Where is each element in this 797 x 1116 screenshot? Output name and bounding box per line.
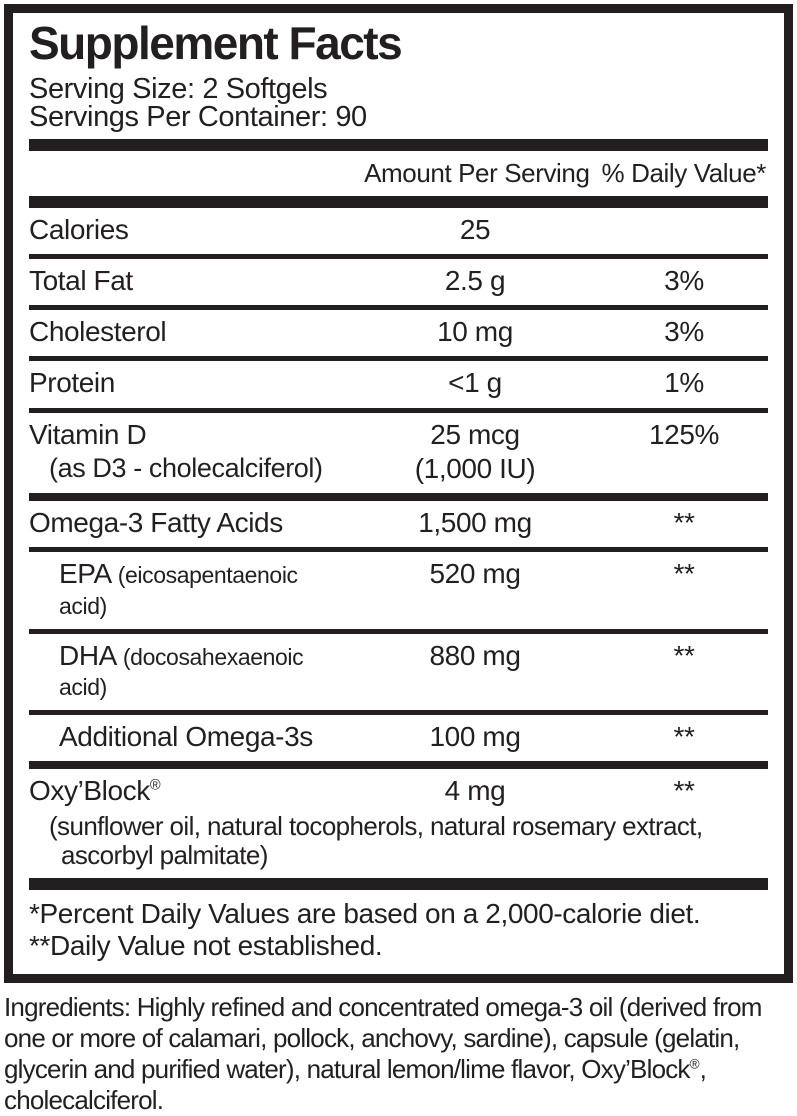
nutrient-descriptor: (docosahexaenoic acid) [59, 643, 304, 701]
nutrient-amount [350, 317, 600, 347]
nutrient-amount-value: <1 g [448, 367, 502, 399]
nutrient-name [29, 776, 350, 806]
nutrient-daily-value: ** [673, 639, 695, 671]
nutrient-name-label: Total Fat [29, 264, 133, 296]
nutrient-descriptor: (eicosapentaenoic acid) [59, 562, 298, 619]
nutrient-daily-value: ** [673, 775, 695, 807]
column-header-row [29, 151, 768, 196]
nutrient-amount-value: 100 mg [429, 721, 521, 753]
footnotes [29, 890, 768, 973]
nutrient-amount [350, 266, 600, 296]
nutrient-name [29, 508, 350, 538]
nutrient-name [29, 641, 350, 701]
nutrient-amount-value: 880 mg [429, 639, 521, 671]
nutrient-name-label: Oxy’Block® [29, 775, 161, 807]
amount-column-header: Amount Per Serving [364, 157, 590, 188]
nutrient-row [29, 769, 768, 815]
nutrient-daily-value: ** [673, 507, 695, 539]
row-divider [29, 493, 768, 501]
nutrient-amount [350, 722, 600, 752]
nutrient-name [29, 559, 350, 619]
nutrient-name [29, 368, 350, 398]
nutrient-note-line: (sunflower oil, natural tocopherols, natural rosemary extract, [49, 810, 703, 841]
nutrient-daily-value: ** [673, 558, 695, 590]
nutrient-amount [350, 368, 600, 398]
nutrient-amount-value: 10 mg [437, 316, 513, 348]
thick-divider-footnotes [29, 878, 768, 890]
nutrient-amount [350, 776, 600, 806]
nutrient-row [29, 501, 768, 547]
nutrient-daily-value: 3% [664, 316, 704, 348]
nutrient-daily-value: 3% [664, 264, 704, 296]
nutrient-daily-value: 1% [664, 367, 704, 399]
nutrient-row [29, 634, 768, 710]
row-divider [29, 761, 768, 769]
facts-rows [29, 208, 768, 871]
registered-trademark-symbol: ® [149, 778, 161, 795]
nutrient-daily-value: 125% [648, 418, 719, 450]
nutrient-row [29, 310, 768, 356]
nutrient-daily-value: ** [673, 721, 695, 753]
nutrient-amount [350, 420, 600, 484]
nutrient-name [29, 266, 350, 296]
nutrient-amount [350, 508, 600, 538]
registered-trademark-symbol: ® [689, 1056, 700, 1072]
footnote-daily-values: *Percent Daily Values are based on a 2,000-calorie diet. [29, 898, 701, 930]
nutrient-name [29, 317, 350, 347]
nutrient-name [29, 420, 350, 483]
thick-divider-top [29, 139, 768, 151]
nutrient-name-label: Vitamin D [29, 418, 147, 450]
nutrient-row [29, 413, 768, 493]
nutrient-name-label: Additional Omega-3s [59, 721, 313, 753]
nutrient-row [29, 259, 768, 305]
nutrient-row [29, 715, 768, 761]
nutrient-amount [350, 559, 600, 589]
nutrient-row [29, 552, 768, 628]
nutrient-name-label: Omega-3 Fatty Acids [29, 507, 283, 539]
nutrient-row [29, 208, 768, 254]
panel-title: Supplement Facts [29, 17, 402, 69]
nutrient-name-line2: (as D3 - cholecalciferol) [49, 452, 323, 483]
nutrient-name-label: EPA [59, 558, 112, 590]
nutrient-amount-line2: (1,000 IU) [414, 452, 536, 484]
footnote-not-established: **Daily Value not established. [29, 930, 383, 962]
nutrient-name [29, 215, 350, 245]
nutrient-amount-value: 2.5 g [444, 264, 506, 296]
nutrient-amount [350, 215, 600, 245]
nutrient-amount-value: 520 mg [429, 558, 521, 590]
nutrient-amount-value: 25 [459, 213, 491, 245]
nutrient-name [29, 722, 350, 752]
nutrient-amount-value: 1,500 mg [418, 507, 532, 539]
nutrient-name-label: Cholesterol [29, 316, 167, 348]
nutrient-row [29, 361, 768, 407]
supplement-facts-panel [4, 4, 793, 983]
nutrient-name-label: Calories [29, 213, 129, 245]
daily-value-column-header: % Daily Value* [601, 157, 766, 188]
nutrient-amount-value: 4 mg [444, 775, 506, 807]
ingredients-text: Ingredients: Highly refined and concentrated omega-3 oil (derived from one or more of calamari, pollock, anchovy, sardine), capsule (gelatin, glycerin and purified water), natural lemon/lime flavor, Oxy’Block®, cholecalciferol. [4, 991, 762, 1116]
nutrient-name-label: DHA [59, 639, 117, 671]
nutrient-note [29, 812, 768, 871]
thick-divider-header [29, 196, 768, 208]
servings-per-container: Servings Per Container: 90 [29, 100, 367, 133]
nutrient-note-line: ascorbyl palmitate) [61, 840, 268, 871]
serving-size: Serving Size: 2 Softgels [29, 72, 328, 105]
nutrient-name-label: Protein [29, 367, 115, 399]
nutrient-amount [350, 641, 600, 671]
nutrient-amount-value: 25 mcg [430, 418, 520, 450]
